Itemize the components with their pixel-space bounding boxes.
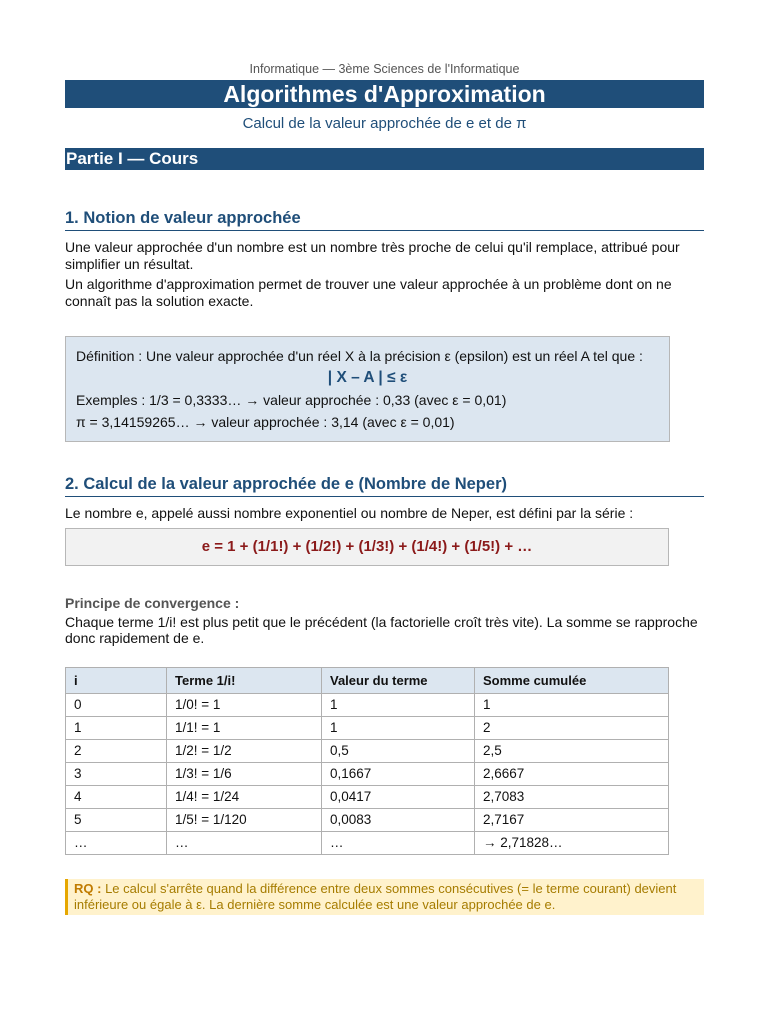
cell-i: 2	[66, 739, 167, 762]
principle-text: Chaque terme 1/i! est plus petit que le précédent (la factorielle croît très vite). La somme se rapproche donc rapidement de e.	[65, 613, 698, 646]
cell-i: …	[66, 831, 167, 854]
cell-i: 0	[66, 693, 167, 716]
table-row	[66, 831, 669, 854]
e-series-formula: e = 1 + (1/1!) + (1/2!) + (1/3!) + (1/4!) + (1/5!) + …	[65, 528, 669, 566]
cell-value: 0,0417	[322, 785, 475, 808]
cell-i: 5	[66, 808, 167, 831]
header-i: i	[66, 667, 167, 693]
cell-sum: 2,7083	[475, 785, 669, 808]
table-row	[66, 739, 669, 762]
cell-sum: 2,6667	[475, 762, 669, 785]
page-title: Algorithmes d'Approximation	[65, 80, 704, 108]
cell-sum: 1	[475, 693, 669, 716]
table-row	[66, 716, 669, 739]
principle-title: Principe de convergence :	[65, 594, 240, 611]
definition-example-1: Exemples : 1/3 = 0,3333… → valeur approchée : 0,33 (avec ε = 0,01)	[76, 392, 507, 408]
cell-term: 1/0! = 1	[167, 693, 322, 716]
cell-term: …	[167, 831, 322, 854]
table-row	[66, 762, 669, 785]
document-page	[65, 60, 704, 915]
cell-sum: 2,7167	[475, 808, 669, 831]
cell-term: 1/3! = 1/6	[167, 762, 322, 785]
section2-title: 2. Calcul de la valeur approchée de e (Nombre de Neper)	[65, 474, 704, 497]
cell-i: 3	[66, 762, 167, 785]
cell-value: 0,1667	[322, 762, 475, 785]
cell-value: 0,0083	[322, 808, 475, 831]
header-value: Valeur du terme	[322, 667, 475, 693]
section1-title: 1. Notion de valeur approchée	[65, 208, 704, 231]
table-row	[66, 808, 669, 831]
cell-term: 1/4! = 1/24	[167, 785, 322, 808]
remark-box	[65, 879, 704, 915]
definition-example-2: π = 3,14159265… → valeur approchée : 3,14 (avec ε = 0,01)	[76, 414, 455, 430]
cell-sum: 2,5	[475, 739, 669, 762]
section1-paragraph-2: Un algorithme d'approximation permet de trouver une valeur approchée à un problème dont on ne connaît pas la solution exacte.	[65, 276, 672, 309]
cell-value: 1	[322, 716, 475, 739]
definition-box	[65, 336, 670, 442]
page-subtitle: Calcul de la valeur approchée de e et de π	[242, 115, 527, 132]
part-title: Partie I — Cours	[65, 148, 704, 170]
section1-paragraph-1: Une valeur approchée d'un nombre est un nombre très proche de celui qu'il remplace, attribué pour simplifier un résultat.	[65, 239, 680, 272]
cell-i: 4	[66, 785, 167, 808]
table-header-row	[66, 667, 669, 693]
header-sum: Somme cumulée	[475, 667, 669, 693]
cell-value: 1	[322, 693, 475, 716]
cell-term: 1/1! = 1	[167, 716, 322, 739]
section2-intro: Le nombre e, appelé aussi nombre exponentiel ou nombre de Neper, est défini par la série :	[65, 505, 634, 521]
header-term: Terme 1/i!	[167, 667, 322, 693]
table-row	[66, 785, 669, 808]
remark-label: RQ :	[74, 880, 102, 896]
definition-formula: | X – A | ≤ ε	[327, 369, 408, 386]
cell-value: 0,5	[322, 739, 475, 762]
remark-text: Le calcul s'arrête quand la différence entre deux sommes consécutives (= le terme courant) devient inférieure ou égale à ε. La dernière somme calculée est une valeur approchée de e.	[74, 880, 677, 912]
cell-value: …	[322, 831, 475, 854]
terms-table	[65, 667, 669, 855]
cell-sum: 2	[475, 716, 669, 739]
cell-term: 1/2! = 1/2	[167, 739, 322, 762]
cell-i: 1	[66, 716, 167, 739]
cell-sum: → 2,71828…	[475, 831, 669, 854]
definition-text: Définition : Une valeur approchée d'un réel X à la précision ε (epsilon) est un réel A tel que :	[76, 348, 643, 364]
table-row	[66, 693, 669, 716]
subject-line: Informatique — 3ème Sciences de l'Informatique	[249, 62, 520, 76]
cell-term: 1/5! = 1/120	[167, 808, 322, 831]
